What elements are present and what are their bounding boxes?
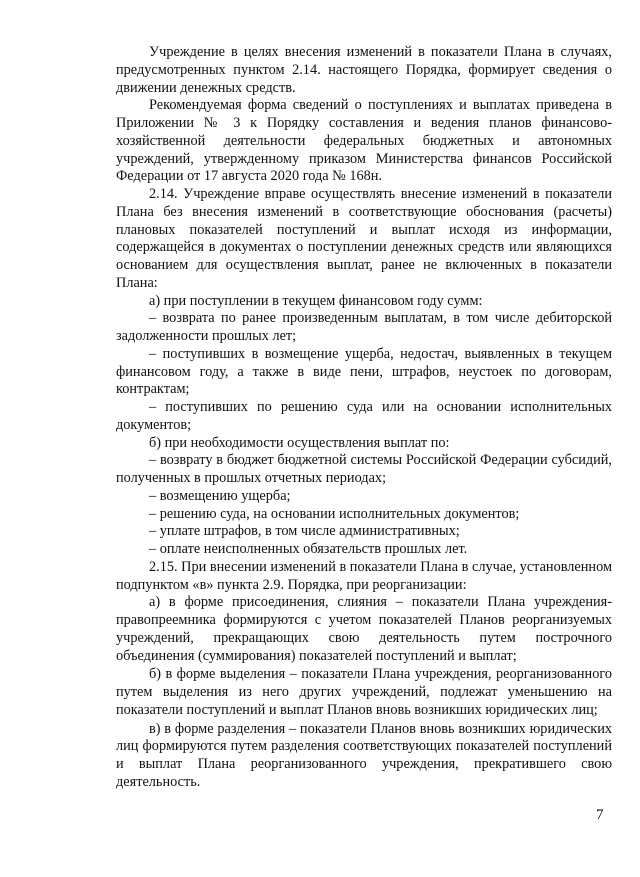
paragraph: – возмещению ущерба; bbox=[149, 487, 291, 504]
paragraph: 2.15. При внесении изменений в показатели Плана в случае, установленном подпунктом «в» пункта 2.9. Порядка, при реорганизации: bbox=[116, 558, 612, 593]
paragraph: а) в форме присоединения, слияния – показатели Плана учреждения-правопреемника формируются с учетом показателей Планов реорганизуемых учреждений, прекращающих свою деятельность путем построчного объединения (суммирования) показателей поступлений и выплат; bbox=[116, 594, 612, 664]
paragraph: – оплате неисполненных обязательств прошлых лет. bbox=[149, 541, 468, 557]
paragraph: б) в форме выделения – показатели Плана учреждения, реорганизованного путем выделения из него других учреждений, подлежат уменьшению на показатели поступлений и выплат Планов вновь возникших юридических лиц; bbox=[116, 666, 612, 718]
paragraph: б) при необходимости осуществления выплат по: bbox=[149, 434, 450, 451]
paragraph: Рекомендуемая форма сведений о поступлениях и выплатах приведена в Приложении № 3 к Порядку составления и ведения планов финансово-хозяйственной деятельности федеральных бюджетных и автономных учреждений, утвержденному приказом Министерства финансов Российской Федерации от 17 августа 2020 года № 168н. bbox=[116, 97, 612, 185]
paragraph: – решению суда, на основании исполнительных документов; bbox=[149, 505, 520, 522]
paragraph: – возврата по ранее произведенным выплатам, в том числе дебиторской задолженности прошлых лет; bbox=[116, 310, 612, 344]
paragraph: в) в форме разделения – показатели Планов вновь возникших юридических лиц формируются путем разделения соответствующих показателей поступлений и выплат Плана реорганизованного учреждения, прекратившего свою деятельность. bbox=[116, 720, 612, 790]
paragraph: – возврату в бюджет бюджетной системы Российской Федерации субсидий, полученных в прошлых отчетных периодах; bbox=[116, 452, 612, 486]
page-number: 7 bbox=[596, 807, 604, 823]
paragraph: Учреждение в целях внесения изменений в показатели Плана в случаях, предусмотренных пунктом 2.14. настоящего Порядка, формирует сведения о движении денежных средств. bbox=[116, 44, 612, 96]
paragraph: – уплате штрафов, в том числе административных; bbox=[149, 523, 460, 540]
paragraph: – поступивших по решению суда или на основании исполнительных документов; bbox=[116, 399, 612, 433]
paragraph: а) при поступлении в текущем финансовом году сумм: bbox=[149, 292, 483, 309]
paragraph: 2.14. Учреждение вправе осуществлять внесение изменений в показатели Плана без внесения изменений в соответствующие обоснования (расчеты) плановых показателей поступлений и выплат исходя из информации, содержащейся в документах о поступлении денежных средств или являющихся основанием для осуществления выплат, ранее не включенных в показатели Плана: bbox=[116, 186, 612, 291]
paragraph: – поступивших в возмещение ущерба, недостач, выявленных в текущем финансовом году, а также в виде пени, штрафов, неустоек по договорам, контрактам; bbox=[116, 345, 612, 398]
page-body bbox=[116, 44, 612, 792]
